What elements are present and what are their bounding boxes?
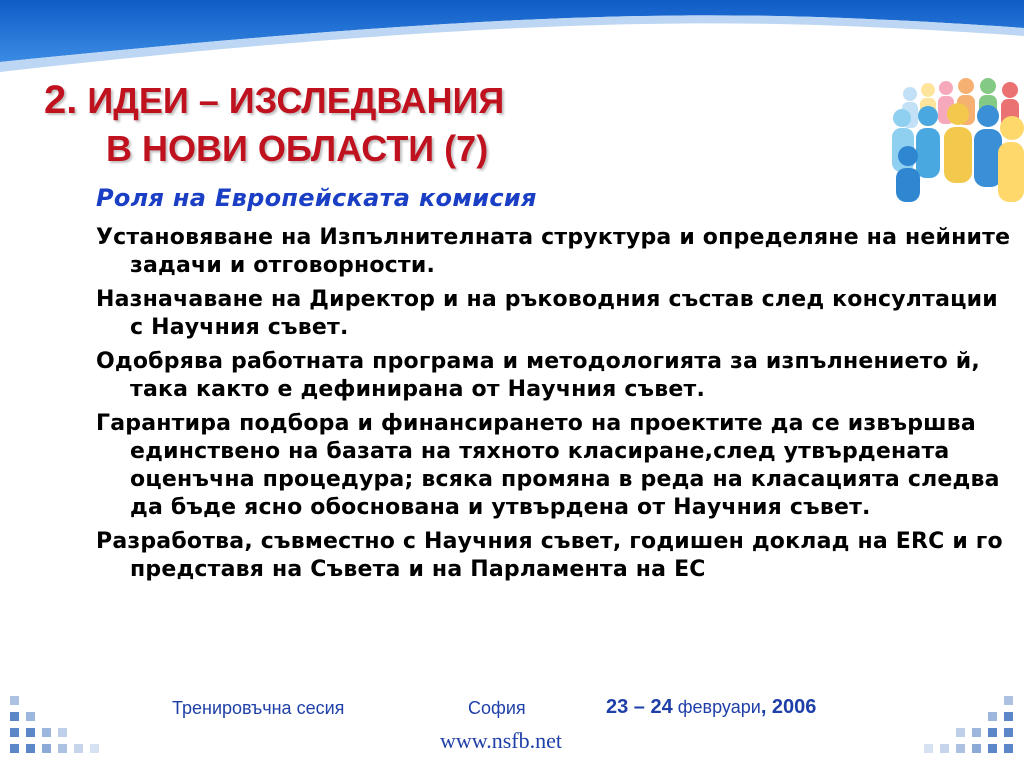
footer-city: София bbox=[468, 698, 526, 718]
square-grid-decoration-left bbox=[0, 690, 110, 768]
paragraph-2: Назначаване на Директор и на ръководния състав след консултации с Научния съвет. bbox=[96, 287, 998, 340]
title-number: 2. bbox=[44, 78, 78, 122]
slide-body bbox=[96, 224, 1016, 590]
square-grid-decoration-right bbox=[914, 690, 1024, 768]
footer-date-year: , 2006 bbox=[760, 696, 817, 718]
footer-session: Тренировъчна сесия bbox=[172, 698, 345, 718]
slide-title bbox=[44, 76, 504, 173]
title-line-2: В НОВИ ОБЛАСТИ (7) bbox=[106, 128, 489, 169]
footer-date-days: 23 – 24 bbox=[606, 696, 673, 718]
people-group-icon bbox=[888, 72, 1024, 202]
footer-url[interactable]: www.nsfb.net bbox=[440, 728, 562, 753]
paragraph-3: Одобрява работната програма и методологията за изпълнението й, така както е дефинирана от Научния съвет. bbox=[96, 349, 980, 402]
paragraph-5: Разработва, съвместно с Научния съвет, годишен доклад на ERC и го представя на Съвета и на Парламента на ЕС bbox=[96, 529, 1003, 582]
slide-subtitle: Роля на Европейската комисия bbox=[96, 184, 537, 212]
footer-date bbox=[606, 696, 816, 719]
title-line-1: ИДЕИ – ИЗСЛЕДВАНИЯ bbox=[77, 80, 505, 121]
footer-date-month: февруари bbox=[672, 697, 761, 717]
paragraph-1: Установяване на Изпълнителната структура и определяне на нейните задачи и отговорности. bbox=[96, 225, 1011, 278]
paragraph-4: Гарантира подбора и финансирането на проектите да се извършва единствено на базата на тяхното класиране,след утвърдената оценъчна процедура; всяка промяна в реда на класацията следва да бъде ясно обоснована и утвърдена от Научния съвет. bbox=[96, 411, 1000, 520]
